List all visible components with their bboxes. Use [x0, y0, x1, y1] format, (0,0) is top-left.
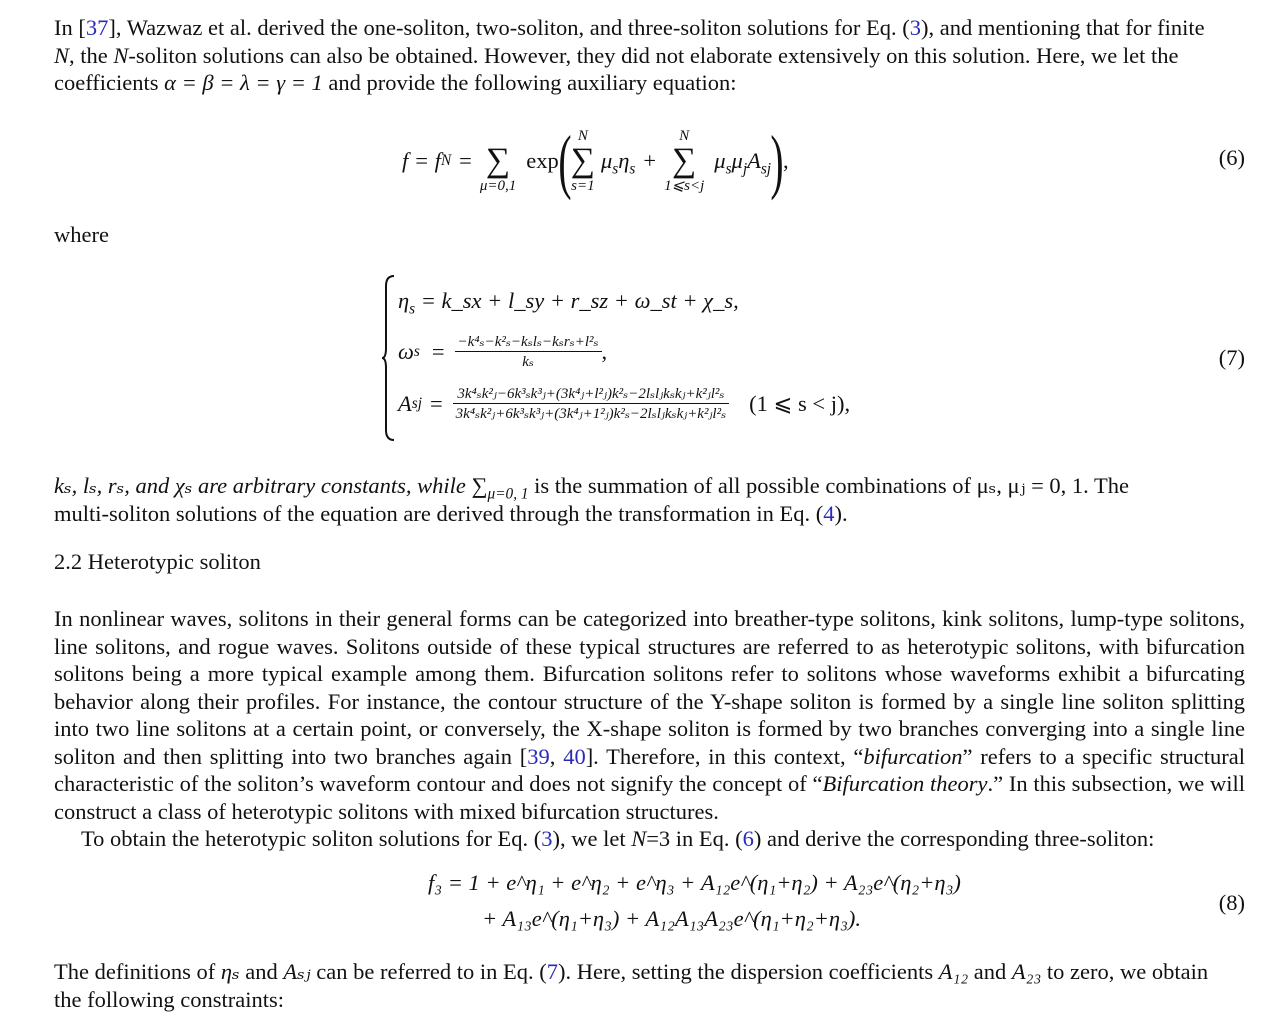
intro-paragraph: [54, 14, 1245, 97]
summation-paragraph: [54, 472, 1245, 527]
coefficient-equation: α = β = λ = γ = 1: [164, 70, 323, 95]
omega-fraction: $\frac{\text{−k⁴ₛ−k²ₛ−kₛlₛ−kₛrₛ+l²ₛ}}{\text{kₛ}}$: [455, 332, 602, 371]
a-definition: A sj = $\frac{\text{3k⁴ₛk²ⱼ−6k³ₛk³ⱼ+(3k⁴ⱼ+l²ⱼ)k²ₛ−2lₛlⱼkₛkⱼ+k²ⱼl²ₛ}}{\text{3k⁴ₛk²ⱼ+6k³ₛk³ⱼ+(3k⁴ⱼ+1²ⱼ)k²ₛ−2lₛlⱼkₛkⱼ+k²ⱼl²ₛ}}$ (1 ⩽ s < j),: [398, 386, 851, 422]
equation-8-line-2: + A₁₃e^(η₁+η₃) + A₁₂A₁₃A₂₃e^(η₁+η₂+η₃).: [482, 906, 862, 931]
sum-operator: N ∑ 1⩽s<j: [664, 128, 705, 194]
three-soliton-intro: To obtain the heterotypic soliton solutions for Eq. (3), we let N=3 in Eq. (6) and derive the corresponding three-soliton:: [81, 826, 1155, 851]
equation-link-6[interactable]: 6: [742, 826, 754, 851]
equation-number-7: (7): [1218, 345, 1245, 370]
intro-line-2: N, the N-soliton solutions can also be obtained. However, they did not elaborate extensively on this solution. Here, we let the: [54, 42, 1179, 68]
equation-link-4[interactable]: 4: [823, 500, 835, 526]
summation-line-2: multi-soliton solutions of the equation are derived through the transformation in Eq. (4).: [54, 500, 848, 526]
constraints-line-1: The definitions of ηₛ and Aₛⱼ can be referred to in Eq. (7). Here, setting the dispersion coefficients A₁₂ and A₂₃ to zero, we obtain: [54, 959, 1209, 984]
equation-number-6: (6): [1218, 145, 1245, 170]
constraints-line-2: the following constraints:: [54, 986, 284, 1012]
sum-operator: ∑ μ=0,1: [479, 142, 517, 194]
right-paren: ): [770, 121, 784, 201]
equation-link-3[interactable]: 3: [909, 15, 921, 40]
eta-definition: $\eta_s$ = k_sx + l_sy + r_sz + ω_st + χ_s,: [398, 288, 739, 318]
citation-link-39[interactable]: 39: [527, 743, 550, 769]
equation-number-8: (8): [1218, 890, 1245, 915]
sum-operator: N ∑ s=1: [570, 128, 595, 194]
constraints-paragraph: [54, 958, 1245, 1013]
omega-definition: ω s = $\frac{\text{−k⁴ₛ−k²ₛ−kₛlₛ−kₛrₛ+l²ₛ}}{\text{kₛ}}$ ,: [398, 334, 608, 370]
equation-8-line-1: f₃ = 1 + e^η₁ + e^η₂ + e^η₃ + A₁₂e^(η₁+η₂) + A₂₃e^(η₂+η₃): [428, 870, 961, 895]
citation-link-37[interactable]: 37: [85, 15, 109, 40]
equation-7: [382, 274, 942, 442]
equation-link-7[interactable]: 7: [546, 959, 559, 984]
left-paren: (: [558, 121, 572, 201]
section-heading: 2.2 Heterotypic soliton: [54, 549, 261, 574]
intro-line-1: In [37], Wazwaz et al. derived the one-soliton, two-soliton, and three-soliton solutions for Eq. (3), and mentioning that for finite: [54, 15, 1205, 40]
where-label: where: [54, 222, 109, 247]
citation-link-40[interactable]: 40: [563, 743, 586, 769]
heterotypic-paragraph: In nonlinear waves, solitons in their general forms can be categorized into breather-type solitons, kink solitons, lump-type solitons, line solitons, and rogue waves. Solitons outside of these typical structures are referred to as heterotypic solitons, with bifurcation solitons being a more typical example among them. Bifurcation solitons refer to solitons whose waveforms exhibit a bifurcating behavior along their profiles. For instance, the contour structure of the Y-shape soliton is formed by a single line soliton splitting into two line solitons at a certain point, or conversely, the X-shape soliton is formed by two branches converging into a single line soliton and then splitting into two branches again [39, 40]. Therefore, in this context, “bifurcation” refers to a specific structural characteristic of the soliton’s waveform contour and does not signify the concept of “Bifurcation theory.” In this subsection, we will construct a class of heterotypic solitons with mixed bifurcation structures.: [54, 606, 1246, 824]
equation-6: f = f N = ∑ μ=0,1 exp ( N ∑ s=1 $\mu_s\eta_s$ + N ∑ 1⩽s<j $\mu_s\mu_jA_{sj}$ ) ,: [402, 121, 789, 201]
a-fraction: $\frac{\text{3k⁴ₛk²ⱼ−6k³ₛk³ⱼ+(3k⁴ⱼ+l²ⱼ)k²ₛ−2lₛlⱼkₛkⱼ+k²ⱼl²ₛ}}{\text{3k⁴ₛk²ⱼ+6k³ₛk³ⱼ+(3k⁴ⱼ+1²ⱼ)k²ₛ−2lₛlⱼkₛkⱼ+k²ⱼl²ₛ}}$: [453, 384, 730, 423]
summation-line-1: kₛ, lₛ, rₛ, and χₛ are arbitrary constants, while $\sum_{\mu=0, 1}$ is the summation of all possible combinations of μₛ, μⱼ = 0, 1. The: [54, 473, 1129, 503]
intro-line-3: coefficients α = β = λ = γ = 1 and provide the following auxiliary equation:: [54, 70, 737, 95]
left-brace: [382, 274, 398, 442]
equation-link-3b[interactable]: 3: [541, 826, 553, 851]
